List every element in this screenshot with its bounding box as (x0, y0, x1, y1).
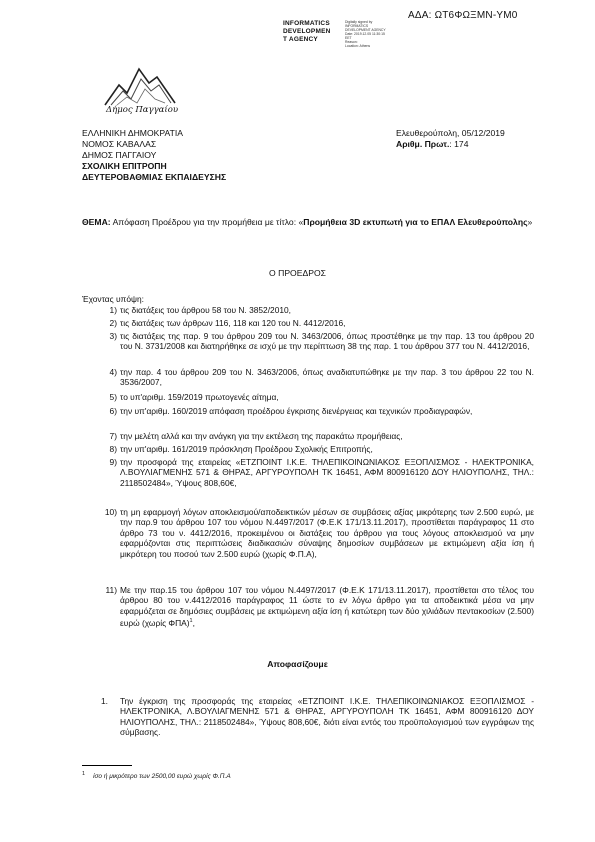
stamp-detail-line: EET (345, 36, 352, 40)
having-regard: Έχοντας υπόψη: (82, 294, 144, 304)
item-text: την μελέτη αλλά και την ανάγκη για την εκτέλεση της παρακάτω προμήθειας, (120, 431, 403, 441)
footnote-ref: 1 (189, 618, 193, 625)
date-protocol-block (396, 128, 505, 150)
stamp-title-line: DEVELOPMEN (283, 28, 331, 35)
item-number: 6) (109, 406, 117, 416)
item-number: 1) (109, 305, 117, 315)
footnote-number: 1 (82, 771, 86, 777)
issuer-line-bold: ΣΧΟΛΙΚΗ ΕΠΙΤΡΟΠΗ (82, 161, 167, 171)
item-number: 8) (109, 444, 117, 454)
item-text: την υπ'αριθμ. 160/2019 απόφαση προέδρου έγκρισης διενέργειας και τεχνικών προδιαγραφών, (120, 406, 473, 416)
signature-stamp-title (283, 20, 331, 44)
subject-end: » (527, 217, 533, 227)
item-text: το υπ'αριθμ. 159/2019 πρωτογενές αίτημα, (120, 392, 279, 402)
item-text: τις διατάξεις του άρθρου 58 του Ν. 3852/2010, (120, 305, 291, 315)
stamp-detail-line: Digitally signed by (345, 20, 373, 24)
footnote-divider (82, 765, 132, 766)
item-text: την υπ'αριθμ. 161/2019 πρόσκληση Προέδρου Σχολικής Επιτροπής, (120, 444, 373, 454)
president-heading: Ο ΠΡΟΕΔΡΟΣ (269, 268, 326, 278)
signature-stamp-details (345, 20, 405, 48)
item-text: την προσφορά της εταιρείας «ΕΤΖΠΟΙΝΤ Ι.Κ.Ε. ΤΗΛΕΠΙΚΟΙΝΩΝΙΑΚΟΣ ΕΞΟΠΛΙΣΜΟΣ - ΗΛΕΚΤΡΟΝΙΚΑ, Λ.ΒΟΥΛΙΑΓΜΕΝΗΣ 571 & ΘΗΡΑΣ, ΑΡΓΥΡΟΥΠΟΛΗ ΤΚ 16451, ΑΦΜ 800916120 ΔΟΥ ΗΛΙΟΥΠΟΛΗΣ, ΤΗΛ.: 2118502484», Ύψους 808,60€, (120, 457, 534, 488)
stamp-detail-line: Date: 2019.12.05 11:30:15 (345, 32, 385, 36)
stamp-title-line: INFORMATICS (283, 20, 330, 27)
item-text: την παρ. 4 του άρθρου 209 του Ν. 3463/2006, όπως αναδιατυπώθηκε με την παρ. 3 του άρθρου 22 του Ν. 3536/2007, (120, 367, 534, 388)
item-text: τις διατάξεις της παρ. 9 του άρθρου 209 του Ν. 3463/2006, όπως προστέθηκε με την παρ. 13 του άρθρου 20 του Ν. 3731/2008 και διατηρήθηκε σε ισχύ με την περίπτωση 38 της παρ. 1 του άρθρου 377 του Ν. 4412/2016, (120, 331, 534, 352)
item-number: 11) (105, 585, 117, 595)
item-number: 7) (109, 431, 117, 441)
item-text: τις διατάξεις των άρθρων 116, 118 και 120 του Ν. 4412/2016, (120, 318, 346, 328)
document-date: Ελευθερούπολη, 05/12/2019 (396, 128, 505, 138)
decision-number: 1. (101, 696, 108, 706)
stamp-detail-line: INFORMATICS (345, 24, 369, 28)
stamp-detail-line: Location: Athens (345, 44, 371, 48)
subject-text: Απόφαση Προέδρου για την προμήθεια με τίτλο: « (110, 217, 304, 227)
item-number: 9) (109, 457, 117, 467)
subject-title: Προμήθεια 3D εκτυπωτή για το ΕΠΑΛ Ελευθερούπολης (303, 217, 528, 227)
item-number: 2) (109, 318, 117, 328)
footnote (82, 771, 231, 780)
item-text-body: Με την παρ.15 του άρθρου 107 του νόμου Ν.4497/2017 (Φ.Ε.Κ 171/13.11.2017), προστίθεται στο τέλος του άρθρου 80 του ν.4412/2016 παράγραφος 11 ώστε το εν λόγω άρθρο για τα αποδεικτικά μέσα να μην εφαρμόζεται σε δημόσιες συμβάσεις με εκτιμώμενη αξία ίση ή κατώτερη των δύο χιλιάδων πεντακοσίων (2.500) ευρώ (χωρίς ΦΠΑ) (120, 585, 534, 629)
stamp-detail-line: DEVELOPMENT AGENCY (345, 28, 386, 32)
decision-text: Την έγκριση της προσφοράς της εταιρείας «ΕΤΖΠΟΙΝΤ Ι.Κ.Ε. ΤΗΛΕΠΙΚΟΙΝΩΝΙΑΚΟΣ ΕΞΟΠΛΙΣΜΟΣ - ΗΛΕΚΤΡΟΝΙΚΑ, Λ.ΒΟΥΛΙΑΓΜΕΝΗΣ 571 & ΘΗΡΑΣ, ΑΡΓΥΡΟΥΠΟΛΗ ΤΚ 16451, ΑΦΜ 800916120 ΔΟΥ ΗΛΙΟΥΠΟΛΗΣ, ΤΗΛ.: 2118502484», Ύψους 808,60€, διότι είναι εντός του προϋπολογισμού των εγγράφων της σύμβασης. (120, 696, 534, 738)
protocol-value: : 174 (449, 139, 469, 149)
ada-number: ΑΔΑ: ΩΤ6ΦΩΞΜΝ-ΥΜ0 (408, 10, 518, 21)
item-number: 3) (109, 331, 117, 341)
issuer-line: ΔΗΜΟΣ ΠΑΓΓΑΙΟΥ (82, 150, 157, 160)
decides-heading: Αποφασίζουμε (267, 659, 328, 669)
issuer-block (82, 128, 226, 183)
stamp-detail-line: Reason: (345, 40, 358, 44)
subject-label: ΘΕΜΑ: (82, 217, 111, 227)
item-number: 5) (109, 392, 117, 402)
issuer-line: ΕΛΛΗΝΙΚΗ ΔΗΜΟΚΡΑΤΙΑ (82, 128, 183, 138)
item-text (120, 585, 534, 628)
logo-text: Δήμος Παγγαίου (106, 105, 179, 115)
protocol-number (396, 139, 505, 150)
item-text: τη μη εφαρμογή λόγων αποκλεισμού/αποδεικτικών μέσων σε συμβάσεις αξίας μικρότερης των 2.500 ευρώ, με την παρ.9 του άρθρου 107 του νόμου Ν.4497/2017 (Φ.Ε.Κ 171/13.11.2017), προστίθεται παράγραφος 11 στο άρθρο 73 του ν. 4412/2016, προκειμένου οι διατάξεις του άρθρου για τους λόγους αποκλεισμού να μην εφαρμόζονται στις περιπτώσεις διαδικασιών σύναψης δημοσίων συμβάσεων με εκτιμώμενη αξία ίση ή μικρότερη του ποσού των 2.500 ευρώ (χωρίς Φ.Π.Α), (120, 507, 534, 559)
item-text-end: , (192, 618, 195, 629)
item-number: 10) (104, 507, 117, 517)
stamp-title-line: T AGENCY (283, 36, 318, 43)
subject (82, 217, 537, 228)
issuer-line: ΝΟΜΟΣ ΚΑΒΑΛΑΣ (82, 139, 157, 149)
item-number: 4) (109, 367, 117, 377)
issuer-line-bold: ΔΕΥΤΕΡΟΒΑΘΜΙΑΣ ΕΚΠΑΙΔΕΥΣΗΣ (82, 172, 227, 182)
protocol-label: Αριθμ. Πρωτ. (396, 139, 450, 149)
footnote-text: ίσο ή μικρότερο των 2500,00 ευρώ χωρίς Φ.Π.Α (93, 773, 231, 781)
